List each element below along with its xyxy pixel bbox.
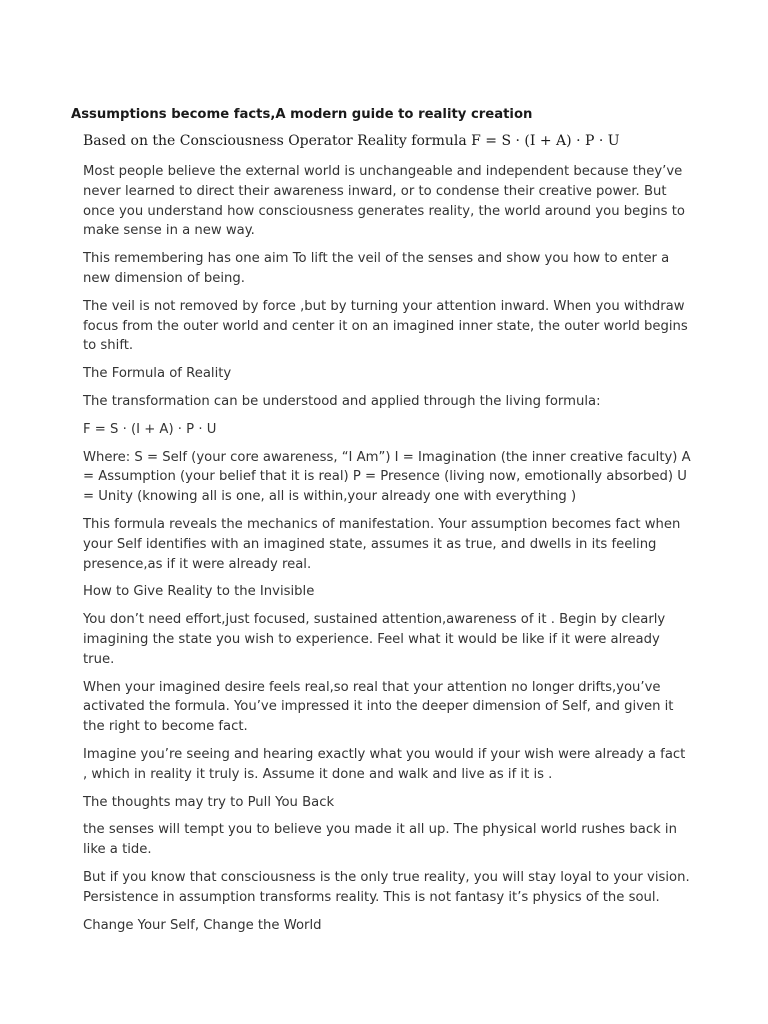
section-heading: The Formula of Reality — [83, 366, 232, 382]
paragraph: Most people believe the external world is unchangeable and independent because they’ve never learned to direct their awareness inward, or to condense their creative power. But once you understand how consciousness generates reality, the world around you begins to make sense in a new way. — [83, 164, 685, 239]
document-title: Assumptions become facts,A modern guide to reality creation — [71, 107, 533, 122]
paragraph: the senses will tempt you to believe you made it all up. The physical world rushes back in like a tide. — [83, 822, 677, 858]
paragraph: You don’t need effort,just focused, sustained attention,awareness of it . Begin by clearly imagining the state you wish to experience. Feel what it would be like if it were already true. — [83, 612, 666, 667]
formula: F = S · (I + A) · P · U — [83, 421, 217, 437]
document-subtitle: Based on the Consciousness Operator Reality formula F = S · (I + A) · P · U — [83, 133, 620, 149]
paragraph: This formula reveals the mechanics of manifestation. Your assumption becomes fact when your Self identifies with an imagined state, assumes it as true, and dwells in its feeling presence,as if it were already real. — [83, 516, 681, 572]
section-heading: The thoughts may try to Pull You Back — [83, 794, 335, 810]
paragraph: This remembering has one aim To lift the veil of the senses and show you how to enter a new dimension of being. — [83, 251, 670, 286]
paragraph: When your imagined desire feels real,so real that your attention no longer drifts,you’ve activated the formula. You’ve impressed it into the deeper dimension of Self, and given it the right to become fact. — [83, 679, 674, 735]
paragraph: The veil is not removed by force ,but by turning your attention inward. When you withdraw focus from the outer world and center it on an imagined inner state, the outer world begins to shift. — [83, 298, 688, 354]
paragraph: Imagine you’re seeing and hearing exactly what you would if your wish were already a fact , which in reality it truly is. Assume it done and walk and live as if it is . — [83, 746, 686, 782]
paragraph: The transformation can be understood and applied through the living formula: — [83, 393, 601, 409]
document-body — [83, 162, 693, 943]
section-heading: How to Give Reality to the Invisible — [83, 584, 315, 600]
paragraph: But if you know that consciousness is the only true reality, you will stay loyal to your vision. Persistence in assumption transforms reality. This is not fantasy it’s physics of the soul. — [83, 869, 690, 905]
paragraph: Where: S = Self (your core awareness, “I Am”) I = Imagination (the inner creative faculty) A = Assumption (your belief that it is real) P = Presence (living now, emotionally absorbed) U = Unity (knowing all is one, all is within,your already one with everything ) — [83, 449, 691, 505]
section-heading: Change Your Self, Change the World — [83, 917, 322, 933]
